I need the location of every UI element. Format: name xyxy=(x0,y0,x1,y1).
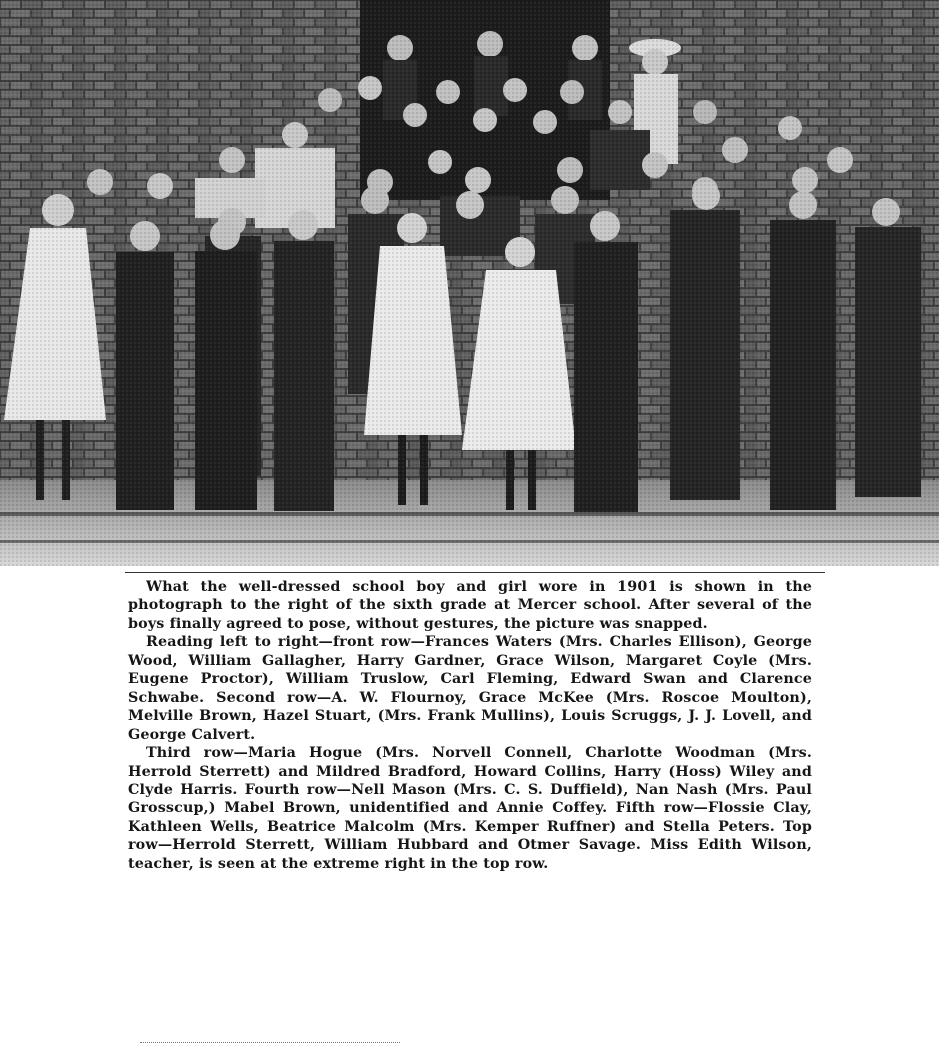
caption-divider xyxy=(125,572,825,573)
caption-paragraph-intro: What the well-dressed school boy and girl wore in 1901 is shown in the photograph to the right of the sixth grade at Mercer school. After several of the boys finally agreed to pose, without gestures, the picture was snapped. xyxy=(128,579,812,632)
caption-paragraph-rows-one: Reading left to right—front row—Frances Waters (Mrs. Charles Ellison), George Wood, William Gallagher, Harry Gardner, Grace Wilson, Margaret Coyle (Mrs. Eugene Proctor), William Truslow, Carl Fleming, Edward Swan and Clarence Schwabe. Second row—A. W. Flournoy, Grace McKee (Mrs. Roscoe Moulton), Melville Brown, Hazel Stuart, (Mrs. Frank Mullins), Louis Scruggs, J. J. Lovell, and George Calvert. xyxy=(128,634,812,743)
photo-caption xyxy=(128,578,812,873)
caption-paragraph-rows-two: Third row—Maria Hogue (Mrs. Norvell Connell, Charlotte Woodman (Mrs. Herrold Sterrett) and Mildred Bradford, Howard Collins, Harry (Hoss) Wiley and Clyde Harris. Fourth row—Nell Mason (Mrs. C. S. Duffield), Nan Nash (Mrs. Paul Grosscup,) Mabel Brown, unidentified and Annie Coffey. Fifth row—Flossie Clay, Kathleen Wells, Beatrice Malcolm (Mrs. Kemper Ruffner) and Stella Peters. Top row—Herrold Sterrett, William Hubbard and Otmer Savage. Miss Edith Wilson, teacher, is seen at the extreme right in the top row. xyxy=(128,745,812,872)
clipping-cut-edge xyxy=(140,1042,400,1046)
